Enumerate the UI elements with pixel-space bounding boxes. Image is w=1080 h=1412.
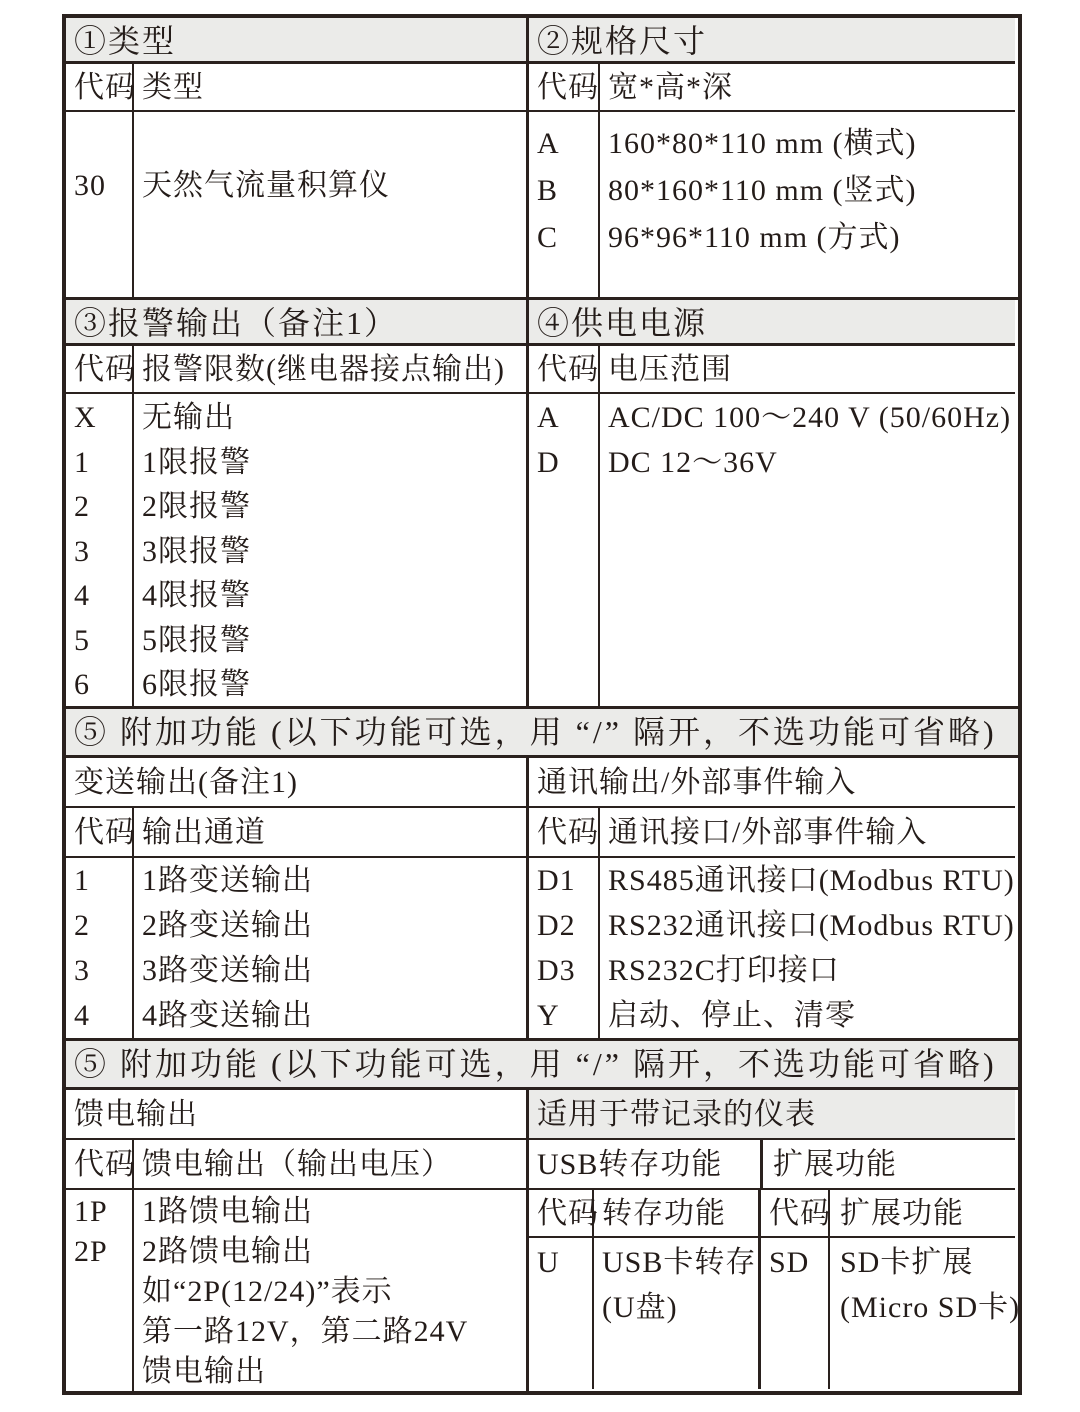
section-4-power — [529, 300, 1015, 706]
usb-desc-cell — [594, 1238, 761, 1389]
section-4-body — [529, 394, 1015, 706]
code-column-header: 代码 — [761, 1190, 830, 1236]
record-column-headers — [529, 1190, 1015, 1238]
transmit-desc: 2路变送输出 — [142, 909, 313, 942]
usb-desc-line: (U盘) — [602, 1291, 678, 1324]
feed-desc-line: 2路馈电输出 — [142, 1235, 313, 1268]
section-feed-and-record — [66, 1090, 1021, 1391]
product-ordering-table — [62, 14, 1022, 1395]
comm-column-headers — [529, 808, 1015, 858]
section-alarm-and-power — [66, 300, 1018, 709]
alarm-code: 3 — [74, 534, 90, 568]
interface-column-header: 通讯接口/外部事件输入 — [608, 816, 928, 849]
section-4-code-cell — [529, 394, 600, 706]
comm-desc-cell — [600, 858, 1015, 1038]
size-code: C — [537, 221, 559, 254]
alarm-code: 5 — [74, 623, 90, 657]
section-5b-record — [529, 1090, 1021, 1391]
voltage-column-header: 电压范围 — [608, 353, 732, 386]
usb-group-header: USB转存功能 — [529, 1140, 763, 1188]
section-3-title: ③报警输出（备注1） — [66, 300, 526, 346]
section-1-title: ①类型 — [66, 18, 526, 64]
transmit-desc: 3路变送输出 — [142, 954, 313, 987]
section-5b-feed — [66, 1090, 529, 1391]
alarm-column-header: 报警限数(继电器接点输出) — [142, 353, 505, 386]
alarm-code: 4 — [74, 579, 90, 612]
section-2-body — [529, 112, 1015, 297]
feed-desc-line: 第一路12V，第二路24V — [142, 1315, 469, 1348]
alarm-code: X — [74, 401, 97, 434]
section-4-column-headers — [529, 346, 1015, 394]
section-5b-title: ⑤ 附加功能 (以下功能可选，用 “/” 隔开，不选功能可省略) — [66, 1041, 1018, 1087]
comm-code-cell — [529, 858, 600, 1038]
section-3-body — [66, 394, 526, 706]
comm-code: Y — [537, 999, 560, 1032]
transmit-code: 2 — [74, 909, 90, 942]
channel-column-header: 输出通道 — [142, 816, 266, 849]
section-5a-transmit — [66, 758, 529, 1038]
power-desc: AC/DC 100～240 V (50/60Hz) — [608, 401, 1012, 434]
comm-code: D1 — [537, 864, 576, 897]
ext-fn-column-header: 扩展功能 — [840, 1197, 964, 1230]
code-column-header: 代码 — [66, 64, 134, 110]
sd-desc-cell — [830, 1238, 1020, 1389]
power-desc: DC 12～36V — [608, 445, 778, 479]
sd-desc-line: SD卡扩展 — [840, 1246, 974, 1279]
feed-desc-line: 1路馈电输出 — [142, 1195, 313, 1228]
alarm-desc: 4限报警 — [142, 579, 251, 612]
transmit-body — [66, 858, 526, 1038]
transmit-code: 3 — [74, 954, 90, 987]
size-column-header: 宽*高*深 — [608, 71, 733, 104]
record-subtitle: 适用于带记录的仪表 — [529, 1090, 1015, 1140]
size-desc: 80*160*110 mm (竖式) — [608, 174, 917, 207]
usb-desc-line: USB卡转存 — [602, 1246, 757, 1279]
size-code: B — [537, 174, 559, 207]
sd-code-cell — [761, 1238, 830, 1389]
section-3-alarm — [66, 300, 529, 706]
code-column-header: 代码 — [66, 1140, 134, 1188]
transmit-desc-cell — [134, 858, 526, 1038]
alarm-desc: 无输出 — [142, 401, 235, 434]
section-5a-header-row — [66, 709, 1018, 758]
comm-desc: RS232通讯接口(Modbus RTU) — [608, 909, 1015, 942]
sd-code: SD — [769, 1246, 810, 1279]
section-1-column-headers — [66, 64, 526, 112]
code-column-header: 代码 — [529, 808, 600, 856]
extension-group-header: 扩展功能 — [773, 1148, 897, 1181]
feed-column-headers — [66, 1140, 526, 1190]
usb-code-cell — [529, 1238, 594, 1389]
alarm-code: 2 — [74, 490, 90, 523]
section-1-code-cell — [66, 112, 134, 297]
transmit-code: 4 — [74, 999, 90, 1032]
record-body — [529, 1238, 1021, 1389]
section-1-type — [66, 18, 529, 297]
size-desc: 160*80*110 mm (横式) — [608, 127, 917, 160]
code-column-header: 代码 — [66, 808, 134, 856]
type-column-header: 类型 — [142, 71, 204, 104]
comm-desc: 启动、停止、清零 — [608, 999, 856, 1032]
alarm-code: 1 — [74, 445, 90, 479]
section-3-column-headers — [66, 346, 526, 394]
section-type-and-size — [66, 18, 1018, 300]
power-code: D — [537, 445, 560, 479]
transmit-code-cell — [66, 858, 134, 1038]
feed-output-column-header: 馈电输出（输出电压） — [142, 1148, 452, 1181]
code-column-header: 代码 — [529, 346, 600, 392]
alarm-desc: 2限报警 — [142, 490, 251, 523]
section-1-body — [66, 112, 526, 297]
code-column-header: 代码 — [529, 1190, 594, 1236]
transmit-code: 1 — [74, 864, 90, 897]
type-code: 30 — [74, 169, 106, 202]
code-column-header: 代码 — [66, 346, 134, 392]
usb-code: U — [537, 1246, 560, 1279]
comm-code: D3 — [537, 954, 576, 987]
size-desc: 96*96*110 mm (方式) — [608, 221, 901, 254]
section-4-title: ④供电电源 — [529, 300, 1015, 346]
feed-code: 1P — [74, 1195, 108, 1228]
alarm-code: 6 — [74, 668, 90, 701]
section-3-desc-cell — [134, 394, 526, 706]
feed-desc-line: 馈电输出 — [142, 1355, 266, 1388]
alarm-desc: 3限报警 — [142, 534, 251, 568]
feed-subtitle: 馈电输出 — [66, 1090, 526, 1140]
section-5b-header-row — [66, 1041, 1018, 1090]
section-3-code-cell — [66, 394, 134, 706]
section-5a-comm — [529, 758, 1015, 1038]
code-column-header: 代码 — [529, 64, 600, 110]
record-group-headers — [529, 1140, 1015, 1190]
comm-subtitle: 通讯输出/外部事件输入 — [529, 758, 1015, 808]
section-4-desc-cell — [600, 394, 1015, 706]
feed-code-cell — [66, 1190, 134, 1391]
feed-body — [66, 1190, 526, 1391]
size-code: A — [537, 127, 560, 160]
type-desc: 天然气流量积算仪 — [142, 169, 390, 202]
section-2-title: ②规格尺寸 — [529, 18, 1015, 64]
section-1-desc-cell — [134, 112, 526, 297]
section-2-column-headers — [529, 64, 1015, 112]
dump-fn-column-header: 转存功能 — [594, 1190, 761, 1236]
comm-code: D2 — [537, 909, 576, 942]
comm-desc: RS232C打印接口 — [608, 954, 840, 987]
power-code: A — [537, 401, 560, 434]
section-transmit-and-comm — [66, 758, 1018, 1041]
feed-code: 2P — [74, 1235, 108, 1268]
feed-desc-cell — [134, 1190, 526, 1391]
section-5a-title: ⑤ 附加功能 (以下功能可选，用 “/” 隔开，不选功能可省略) — [66, 709, 1018, 755]
alarm-desc: 5限报警 — [142, 623, 251, 657]
section-2-size — [529, 18, 1015, 297]
transmit-subtitle: 变送输出(备注1) — [66, 758, 526, 808]
transmit-column-headers — [66, 808, 526, 858]
section-2-code-cell — [529, 112, 600, 297]
alarm-desc: 6限报警 — [142, 668, 251, 701]
alarm-desc: 1限报警 — [142, 445, 251, 479]
comm-desc: RS485通讯接口(Modbus RTU) — [608, 864, 1015, 897]
sd-desc-line: (Micro SD卡) — [840, 1291, 1021, 1324]
transmit-desc: 4路变送输出 — [142, 999, 313, 1032]
transmit-desc: 1路变送输出 — [142, 864, 313, 897]
section-2-desc-cell — [600, 112, 1015, 297]
feed-desc-line: 如“2P(12/24)”表示 — [142, 1275, 393, 1308]
comm-body — [529, 858, 1015, 1038]
